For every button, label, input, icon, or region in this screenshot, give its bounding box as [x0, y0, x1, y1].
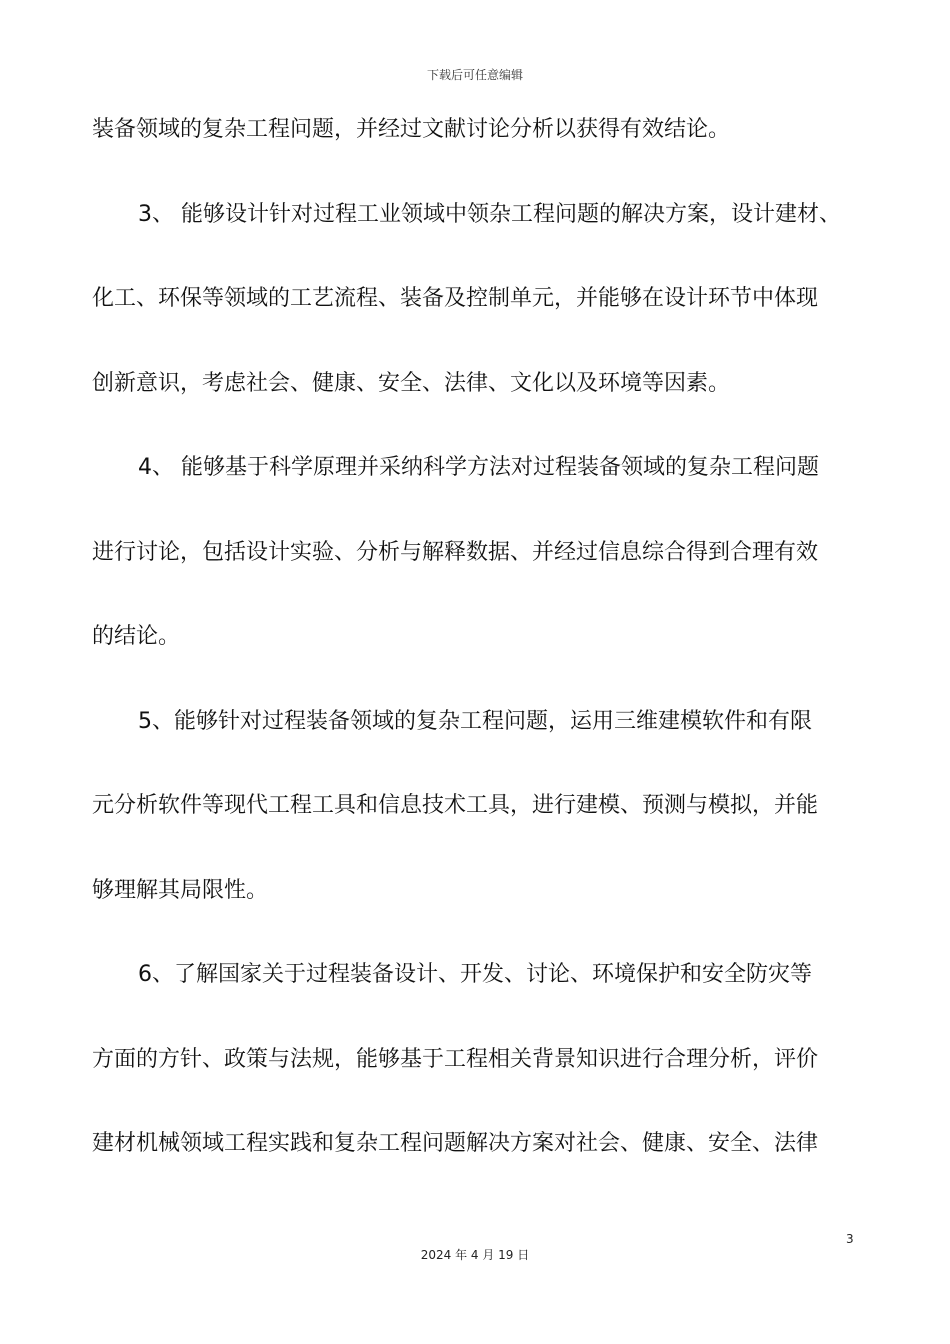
- text-line: 进行讨论，包括设计实验、分析与解释数据、并经过信息综合得到合理有效: [92, 539, 819, 565]
- page-header: 下载后可任意编辑: [426, 68, 523, 82]
- page-number: 3: [846, 1232, 854, 1246]
- text-line: 的结论。: [92, 624, 181, 649]
- text-line: 创新意识，考虑社会、健康、安全、法律、文化以及环境等因素。: [92, 370, 731, 396]
- body-text: [92, 108, 864, 1207]
- text-line: 建材机械领域工程实践和复杂工程问题解决方案对社会、健康、安全、法律: [92, 1131, 819, 1156]
- page-date: 2024 年 4 月 19 日: [420, 1248, 530, 1262]
- text-line: 方面的方针、政策与法规，能够基于工程相关背景知识进行合理分析，评价: [92, 1046, 819, 1072]
- text-line: 5、能够针对过程装备领域的复杂工程问题，运用三维建模软件和有限: [138, 708, 812, 734]
- text-line: 6、了解国家关于过程装备设计、开发、讨论、环境保护和安全防灾等: [138, 962, 812, 987]
- text-line: 化工、环保等领域的工艺流程、装备及控制单元，并能够在设计环节中体现: [92, 286, 819, 311]
- text-line: 够理解其局限性。: [92, 877, 269, 903]
- text-line: 4、 能够基于科学原理并采纳科学方法对过程装备领域的复杂工程问题: [138, 455, 819, 480]
- text-line: 3、 能够设计针对过程工业领域中领杂工程问题的解决方案，设计建材、: [138, 201, 841, 227]
- text-line: 元分析软件等现代工程工具和信息技术工具，进行建模、预测与模拟，并能: [92, 793, 819, 818]
- text-line: 装备领域的复杂工程问题，并经过文献讨论分析以获得有效结论。: [92, 117, 731, 142]
